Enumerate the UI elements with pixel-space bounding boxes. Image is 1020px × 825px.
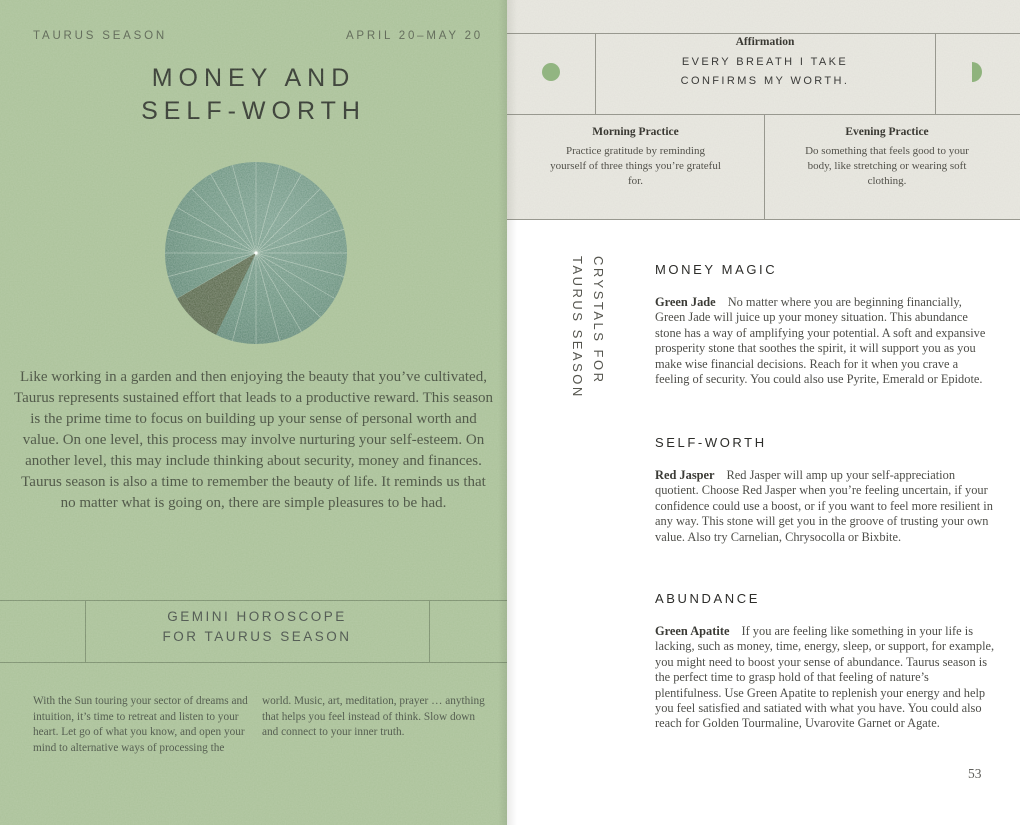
crystals-sidebar-line1: CRYSTALS FOR: [591, 256, 606, 385]
horoscope-box-bottom-rule: [0, 662, 507, 663]
crystal-name: Green Jade: [655, 295, 716, 309]
right-page: [507, 0, 1020, 825]
page-title-line2: SELF-WORTH: [141, 97, 366, 125]
left-page: [0, 0, 507, 825]
right-page-spine-shadow: [507, 0, 517, 825]
horoscope-box-title: [85, 607, 429, 647]
horoscope-column-1: With the Sun touring your sector of dreams and intuition, it’s time to retreat and listen to your heart. Let go of what you know, and open your mind to alternative ways of processing the: [33, 695, 248, 754]
crystal-name: Green Apatite: [655, 624, 730, 638]
section-body: [655, 295, 995, 387]
section-body: [655, 468, 995, 545]
evening-practice: [764, 126, 1010, 189]
crystal-description: Red Jasper will amp up your self-appreciation quotient. Choose Red Jasper when you’re feeling uncertain, if your confidence could use a boost, or if you want to feel more resilient in any way. This stone will get you in the groove of trusting your own value. Also try Carnelian, Chrysocolla or Bixbite.: [655, 468, 993, 544]
left-page-gutter-shadow: [498, 0, 507, 825]
section-money-magic: [655, 262, 995, 387]
band-rule-bottom: [507, 219, 1020, 220]
morning-practice-body: Practice gratitude by reminding yourself of three things you’re grateful for.: [550, 145, 721, 187]
section-body: [655, 624, 995, 732]
affirmation-line1: EVERY BREATH I TAKE: [681, 56, 849, 68]
section-heading: MONEY MAGIC: [655, 262, 778, 277]
section-abundance: [655, 591, 995, 732]
moon-full-dot-icon: [542, 63, 560, 81]
morning-practice: [517, 126, 754, 189]
affirmation-box: [595, 36, 935, 91]
crystal-name: Red Jasper: [655, 468, 715, 482]
horoscope-column-2: world. Music, art, meditation, prayer … anything that helps you feel instead of think. Slow down and connect to your inner truth.: [262, 695, 485, 739]
evening-practice-title: Evening Practice: [845, 126, 929, 138]
wheel-center-dot: [254, 251, 257, 254]
zodiac-wheel-graphic: [165, 162, 347, 344]
page-title: [0, 62, 507, 128]
season-dates: APRIL 20–MAY 20: [345, 30, 483, 42]
section-heading: SELF-WORTH: [655, 435, 767, 450]
page-number: 53: [968, 766, 982, 781]
morning-practice-title: Morning Practice: [592, 126, 679, 138]
crystals-sidebar-line2: TAURUS SEASON: [570, 256, 585, 399]
season-kicker: TAURUS SEASON: [33, 30, 167, 42]
crystal-description: No matter where you are beginning financially, Green Jade will juice up your money situation. This abundance stone has a way of amplifying your potential. A soft and expansive prosperity stone that soothes the spirit, it will support you as you make wise financial decisions. Reach for it when you crave a feeling of security. You could also use Pyrite, Emerald or Epidote.: [655, 295, 986, 387]
crystals-sidebar-title: [567, 256, 609, 446]
horoscope-box-top-rule: [0, 600, 507, 601]
section-self-worth: [655, 435, 995, 545]
horoscope-box-right-rule: [429, 600, 430, 662]
section-heading: ABUNDANCE: [655, 591, 761, 606]
evening-practice-body: Do something that feels good to your body, like stretching or wearing soft clothing.: [805, 145, 969, 187]
crystal-description: If you are feeling like something in your life is lacking, such as money, time, energy, sleep, or support, for example, you might need to boost your sense of abundance. Taurus season is the perfect time to grasp hold of that feeling of nature’s plentifulness. Use Green Apatite to replenish your energy and help you feel satisfied and satiated with what you have. You could also reach for Golden Tourmaline, Uvarovite Garnet or Agate.: [655, 624, 995, 731]
band-rule-top: [507, 33, 1020, 34]
horoscope-title-line1: GEMINI HOROSCOPE: [167, 609, 347, 624]
affirmation-line2: CONFIRMS MY WORTH.: [680, 75, 850, 87]
affirmation-label: Affirmation: [735, 36, 795, 48]
horoscope-title-line2: FOR TAURUS SEASON: [162, 629, 352, 644]
page-title-line1: MONEY AND: [151, 64, 356, 92]
affirmation-text: [595, 53, 935, 91]
affirmation-right-rule: [935, 33, 936, 114]
intro-paragraph: Like working in a garden and then enjoying the beauty that you’ve cultivated, Taurus represents sustained effort that leads to a productive reward. This season is the prime time to focus on building up your sense of personal worth and value. On one level, this process may involve nurturing your self-esteem. On another level, this may include thinking about security, money and finances. Taurus season is also a time to remember the beauty of life. It reminds us that no matter what is going on, there are simple pleasures to be had.: [13, 369, 494, 511]
